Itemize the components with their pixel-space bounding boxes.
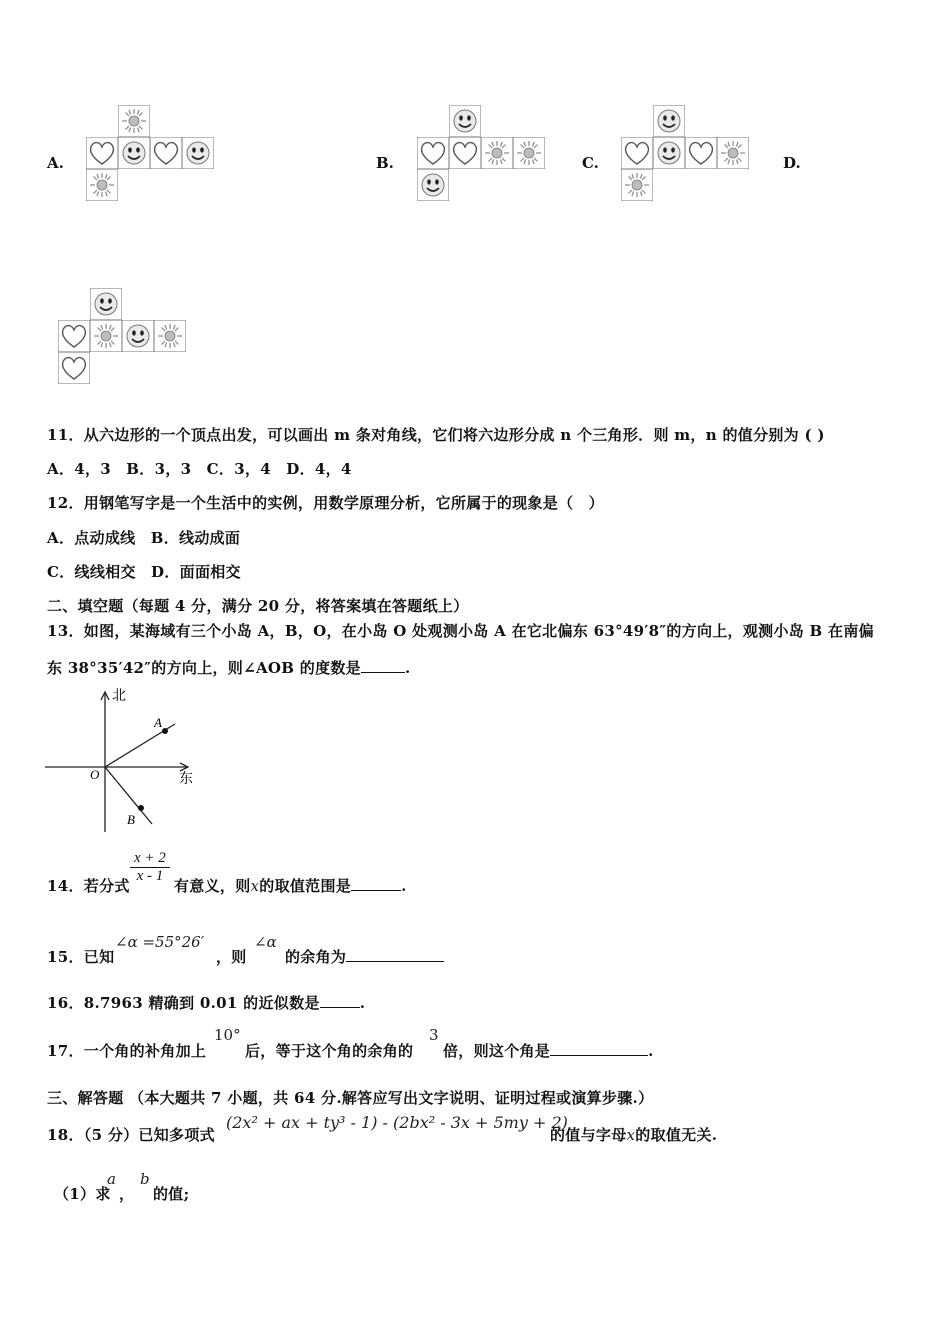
q14-denominator: x - 1: [136, 868, 164, 884]
option-c-cube-net[interactable]: [621, 105, 749, 201]
a-label: A: [154, 715, 162, 730]
point-b: [138, 805, 144, 811]
o-label: O: [90, 767, 100, 782]
q17-deg: 10°: [214, 1026, 241, 1044]
q12-options-1: A．点动成线 B．线动成面: [47, 529, 241, 547]
q11-stem: 11．从六边形的一个顶点出发，可以画出 m 条对角线，它们将六边形分成 n 个三角形．则 m，n 的值分别为 ( ): [47, 426, 825, 444]
q12-options-2: C．线线相交 D．面面相交: [47, 563, 241, 581]
q14-answer-blank[interactable]: [351, 876, 401, 891]
q14-rest: [174, 875, 407, 896]
q16-line: [47, 992, 365, 1013]
sun-icon: [513, 137, 545, 169]
north-label: 北: [112, 689, 126, 704]
q17-times: 3: [429, 1026, 439, 1044]
heart-icon: [449, 137, 481, 169]
q14-post: 的取值范围是: [259, 877, 352, 895]
q14-pre: 14．若分式: [47, 877, 130, 895]
section-2-heading: 二、填空题（每题 4 分，满分 20 分，将答案填在答题纸上）: [47, 597, 469, 615]
q17-end: .: [648, 1042, 654, 1060]
option-c-label[interactable]: C.: [582, 154, 599, 172]
q18-sub1-b: b: [140, 1170, 150, 1188]
q18-rest: [550, 1124, 717, 1145]
section-3-heading: 三、解答题 （本大题共 7 小题，共 64 分.解答应写出文字说明、证明过程或演算步骤.）: [47, 1089, 654, 1107]
option-b-label[interactable]: B.: [376, 154, 394, 172]
q15-answer-blank[interactable]: [346, 947, 444, 962]
q16-text: 16．8.7963 精确到 0.01 的近似数是: [47, 994, 320, 1012]
heart-icon: [417, 137, 449, 169]
q14-numerator: x + 2: [130, 850, 170, 868]
q16-end: .: [359, 994, 366, 1012]
q13-line1: 13．如图，某海域有三个小岛 A，B，O，在小岛 O 处观测小岛 A 在它北偏东 63°49′8″的方向上，观测小岛 B 在南偏: [47, 622, 874, 640]
east-label: 东: [179, 772, 193, 787]
sun-icon: [154, 320, 186, 352]
q11-options: A．4，3 B．3，3 C．3，4 D．4，4: [47, 460, 352, 478]
q14-mid: 有意义，则: [174, 877, 251, 895]
q16-answer-blank[interactable]: [320, 993, 360, 1008]
q13-line2: [47, 657, 411, 678]
q17-post: 倍，则这个角是: [443, 1042, 551, 1060]
q15-expr: ∠α =55°26′: [115, 933, 205, 951]
q18-sub1-post: 的值;: [153, 1185, 190, 1203]
sun-icon: [118, 105, 150, 137]
heart-icon: [58, 352, 90, 384]
smile-icon: [653, 105, 685, 137]
q18-pre: 18．（5 分）已知多项式: [47, 1126, 215, 1144]
q17-answer-blank[interactable]: [550, 1041, 648, 1056]
q14-fraction: [130, 850, 170, 885]
sun-icon: [621, 169, 653, 201]
option-d-label[interactable]: D.: [783, 154, 801, 172]
smile-icon: [90, 288, 122, 320]
option-b-cube-net[interactable]: [417, 105, 545, 201]
q17-pre: 17．一个角的补角加上: [47, 1042, 207, 1060]
q18-sub1-a: a: [107, 1170, 116, 1188]
q12-stem: 12．用钢笔写字是一个生活中的实例，用数学原理分析，它所属于的现象是（ ）: [47, 494, 604, 512]
sun-icon: [86, 169, 118, 201]
smile-icon: [118, 137, 150, 169]
q15-rest: [285, 946, 444, 967]
q17-mid: 后，等于这个角的余角的: [245, 1042, 414, 1060]
q15-mid: ，则: [216, 948, 247, 966]
heart-icon: [685, 137, 717, 169]
q18-post: 的值与字母: [550, 1126, 627, 1144]
q15-angle: ∠α: [254, 933, 277, 951]
q18-end: 的取值无关.: [635, 1126, 718, 1144]
option-a-cube-net[interactable]: [86, 105, 214, 201]
q13-answer-blank[interactable]: [361, 658, 405, 673]
q13-line2-text: 东 38°35′42″的方向上，则∠AOB 的度数是: [47, 659, 361, 677]
q18-sub1-sep: ，: [119, 1185, 135, 1203]
q18-var: x: [626, 1126, 636, 1144]
option-d-cube-net[interactable]: [58, 288, 186, 384]
smile-icon: [449, 105, 481, 137]
heart-icon: [86, 137, 118, 169]
q13-direction-diagram: [40, 684, 210, 834]
smile-icon: [122, 320, 154, 352]
heart-icon: [621, 137, 653, 169]
sun-icon: [90, 320, 122, 352]
heart-icon: [150, 137, 182, 169]
b-label: B: [127, 812, 135, 827]
sun-icon: [481, 137, 513, 169]
smile-icon: [417, 169, 449, 201]
sun-icon: [717, 137, 749, 169]
smile-icon: [182, 137, 214, 169]
q14-end: .: [401, 877, 407, 895]
q13-end: .: [404, 659, 411, 677]
option-a-label[interactable]: A.: [47, 154, 64, 172]
q14-var: x: [250, 877, 260, 895]
q17-rest: [443, 1040, 654, 1061]
point-a: [162, 728, 168, 734]
q18-poly: (2x² + ax + ty³ - 1) - (2bx² - 3x + 5my + 2): [226, 1113, 568, 1132]
q15-pre: 15．已知: [47, 948, 115, 966]
q18-sub1-pre: （1）求: [54, 1185, 111, 1203]
heart-icon: [58, 320, 90, 352]
smile-icon: [653, 137, 685, 169]
q15-post: 的余角为: [285, 948, 347, 966]
